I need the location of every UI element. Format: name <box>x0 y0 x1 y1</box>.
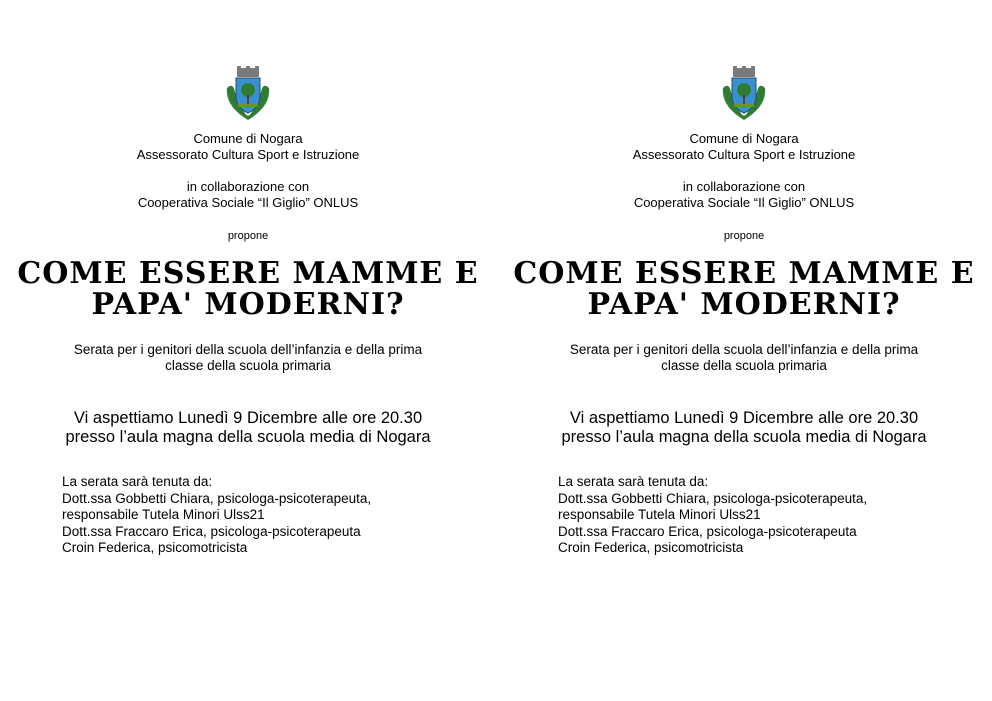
speakers-heading: La serata sarà tenuta da: <box>558 474 709 489</box>
event-date-line: Vi aspettiamo Lunedì 9 Dicembre alle ore 20.30 <box>73 409 423 427</box>
org-department: Assessorato Cultura Sport e Istruzione <box>632 147 856 162</box>
collab-partner: Cooperativa Sociale “Il Giglio” ONLUS <box>137 195 359 210</box>
speaker-line: Dott.ssa Gobbetti Chiara, psicologa-psicoterapeuta, <box>62 490 372 506</box>
propone-text: propone <box>723 230 765 242</box>
coat-of-arms-icon <box>719 66 769 122</box>
event-subtitle-line-1: Serata per i genitori della scuola dell’infanzia e della prima <box>73 342 423 357</box>
event-title <box>0 258 496 320</box>
speaker-line: responsabile Tutela Minori Ulss21 <box>62 507 265 522</box>
speakers-heading: La serata sarà tenuta da: <box>62 474 213 489</box>
speaker-line: Croin Federica, psicomotricista <box>62 540 248 555</box>
event-place-line: presso l’aula magna della scuola media di Nogara <box>561 428 927 446</box>
speakers-block <box>558 474 867 557</box>
event-date-line: Vi aspettiamo Lunedì 9 Dicembre alle ore 20.30 <box>569 409 919 427</box>
event-title-line-2: PAPA' MODERNI? <box>587 287 901 322</box>
event-when-where <box>496 409 992 447</box>
event-title-line-1: COME ESSERE MAMME E <box>513 256 975 291</box>
flyer-right <box>496 0 992 701</box>
org-department: Assessorato Cultura Sport e Istruzione <box>136 147 360 162</box>
speaker-line: Croin Federica, psicomotricista <box>558 540 744 555</box>
speakers-block <box>62 474 371 557</box>
event-place-line: presso l’aula magna della scuola media di Nogara <box>65 428 431 446</box>
event-subtitle <box>496 342 992 374</box>
event-title <box>496 258 992 320</box>
event-subtitle-line-2: classe della scuola primaria <box>165 358 331 373</box>
event-subtitle <box>0 342 496 374</box>
collab-intro: in collaborazione con <box>682 179 806 194</box>
coat-of-arms-icon <box>223 66 273 122</box>
event-subtitle-line-1: Serata per i genitori della scuola dell’infanzia e della prima <box>569 342 919 357</box>
org-name: Comune di Nogara <box>193 131 303 146</box>
event-when-where <box>0 409 496 447</box>
propone-text: propone <box>227 230 269 242</box>
collab-partner: Cooperativa Sociale “Il Giglio” ONLUS <box>633 195 855 210</box>
speaker-line: responsabile Tutela Minori Ulss21 <box>558 507 761 522</box>
speaker-line: Dott.ssa Fraccaro Erica, psicologa-psicoterapeuta <box>62 523 361 539</box>
event-title-line-2: PAPA' MODERNI? <box>91 287 405 322</box>
event-title-line-1: COME ESSERE MAMME E <box>17 256 479 291</box>
event-subtitle-line-2: classe della scuola primaria <box>661 358 827 373</box>
speaker-line: Dott.ssa Fraccaro Erica, psicologa-psicoterapeuta <box>558 523 857 539</box>
collab-intro: in collaborazione con <box>186 179 310 194</box>
org-name: Comune di Nogara <box>689 131 799 146</box>
speaker-line: Dott.ssa Gobbetti Chiara, psicologa-psicoterapeuta, <box>558 490 868 506</box>
